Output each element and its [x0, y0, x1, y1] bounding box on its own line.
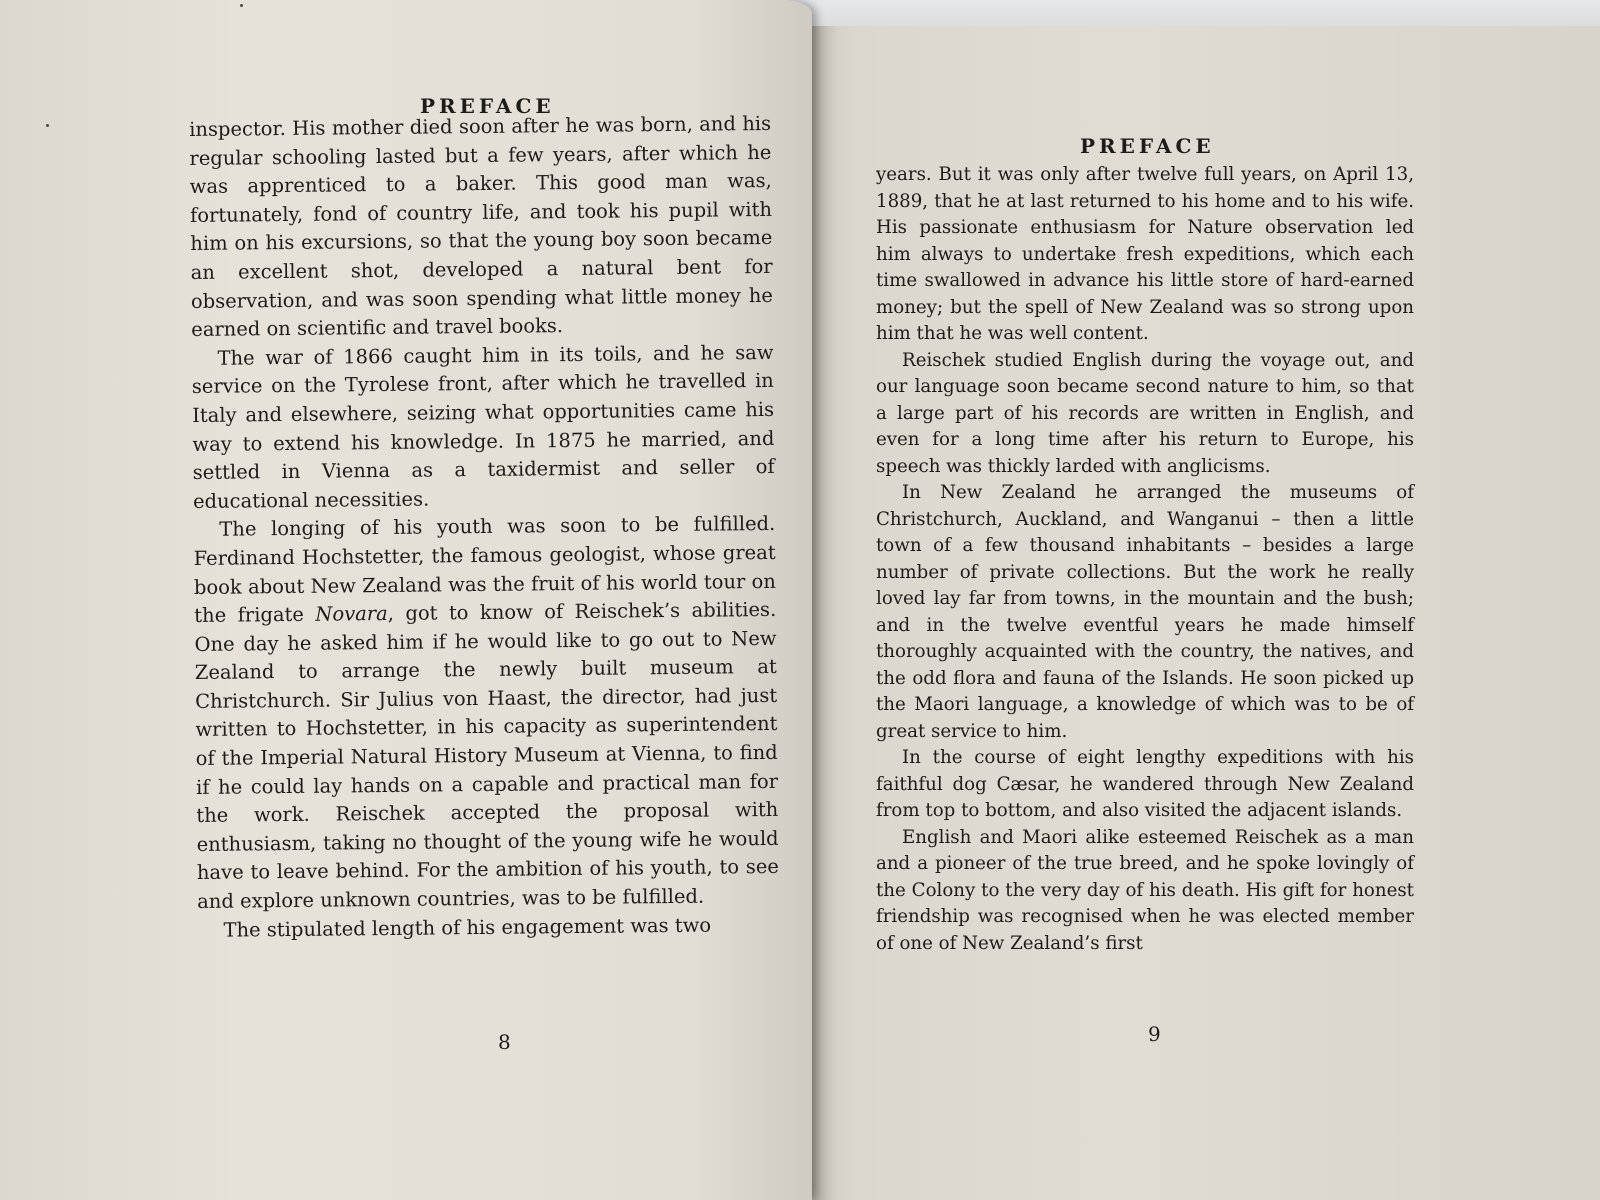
right-paragraph-2: Reischek studied English during the voyage out, and our language soon became second nature to him, so that a large part of his records are written in English, and even for a long time after his return to Europe, his speech was thickly larded with anglicisms. [876, 349, 1414, 477]
right-page [808, 26, 1600, 1200]
right-paragraph-3: In New Zealand he arranged the museums of Christchurch, Auckland, and Wanganui – then a little town of a few thousand inhabitants – besides a large number of private collections. But the work he really loved lay far from towns, in the mountain and the bush; and in the twelve eventful years he made himself thoroughly acquainted with the country, the natives, and the odd flora and fauna of the Islands. He soon picked up the Maori language, a knowledge of which was to be of great service to him. [876, 482, 1414, 742]
left-page-number: 8 [498, 1030, 511, 1054]
left-paragraph-4: The stipulated length of his engagement was two [223, 913, 712, 942]
left-text-block [189, 110, 780, 945]
right-paragraph-4: In the course of eight lengthy expeditions with his faithful dog Cæsar, he wandered through New Zealand from top to bottom, and also visited the adjacent islands. [876, 747, 1414, 821]
left-paragraph-3 [193, 510, 779, 916]
left-paragraph-1: inspector. His mother died soon after he was born, and his regular schooling lasted but a few years, after which he was apprenticed to a baker. This good man was, fortunately, fond of country life, and took his pupil with him on his excursions, so that the young boy soon became an excellent shot, developed a natural bent for observation, and was soon spending what little money he earned on scientific and travel books. [189, 111, 774, 342]
right-paragraph-1: years. But it was only after twelve full years, on April 13, 1889, that he at last returned to his home and to his wife. His passionate enthusiasm for Nature observation led him always to undertake fresh expeditions, which each time swallowed in advance his little store of hard-earned money; but the spell of New Zealand was so strong upon him that he was well content. [876, 164, 1414, 344]
right-text-block [876, 162, 1414, 957]
right-page-number: 9 [1148, 1022, 1161, 1046]
ship-name: Novara [315, 602, 388, 626]
dust-speck [46, 124, 49, 127]
para3-text-after: , got to know of Reischek’s abilities. One day he asked him if he would like to go out to New Zealand to arrange the newly built museum at Christchurch. Sir Julius von Haast, the director, had just written to Hochstetter, in his capacity as superintendent of the Imperial Natural History Museum at Vienna, to find if he could lay hands on a capable and practical man for the work. Reischek accepted the proposal with enthusiasm, taking no thought of the young wife he would have to leave behind. For the ambition of his youth, to see and explore unknown countries, was to be fulfilled. [194, 597, 780, 913]
right-running-head: PREFACE [1080, 134, 1215, 158]
spine-shadow [808, 26, 838, 1200]
left-paragraph-2: The war of 1866 caught him in its toils, and he saw service on the Tyrolese front, after which he travelled in Italy and elsewhere, seizing what opportunities came his way to extend his knowledge. In 1875 he married, and settled in Vienna as a taxidermist and seller of educational necessities. [191, 340, 775, 513]
right-paragraph-5: English and Maori alike esteemed Reischek as a man and a pioneer of the true breed, and he spoke lovingly of the Colony to the very day of his death. His gift for honest friendship was recognised when he was elected member of one of New Zealand’s first [876, 826, 1414, 954]
para3-text-before: The longing of his youth was soon to be fulfilled. Ferdinand Hochstetter, the famous geologist, whose great book about New Zealand was the fruit of his world tour on the frigate [193, 512, 777, 628]
dust-speck [240, 4, 243, 7]
left-running-head: PREFACE [420, 94, 555, 118]
